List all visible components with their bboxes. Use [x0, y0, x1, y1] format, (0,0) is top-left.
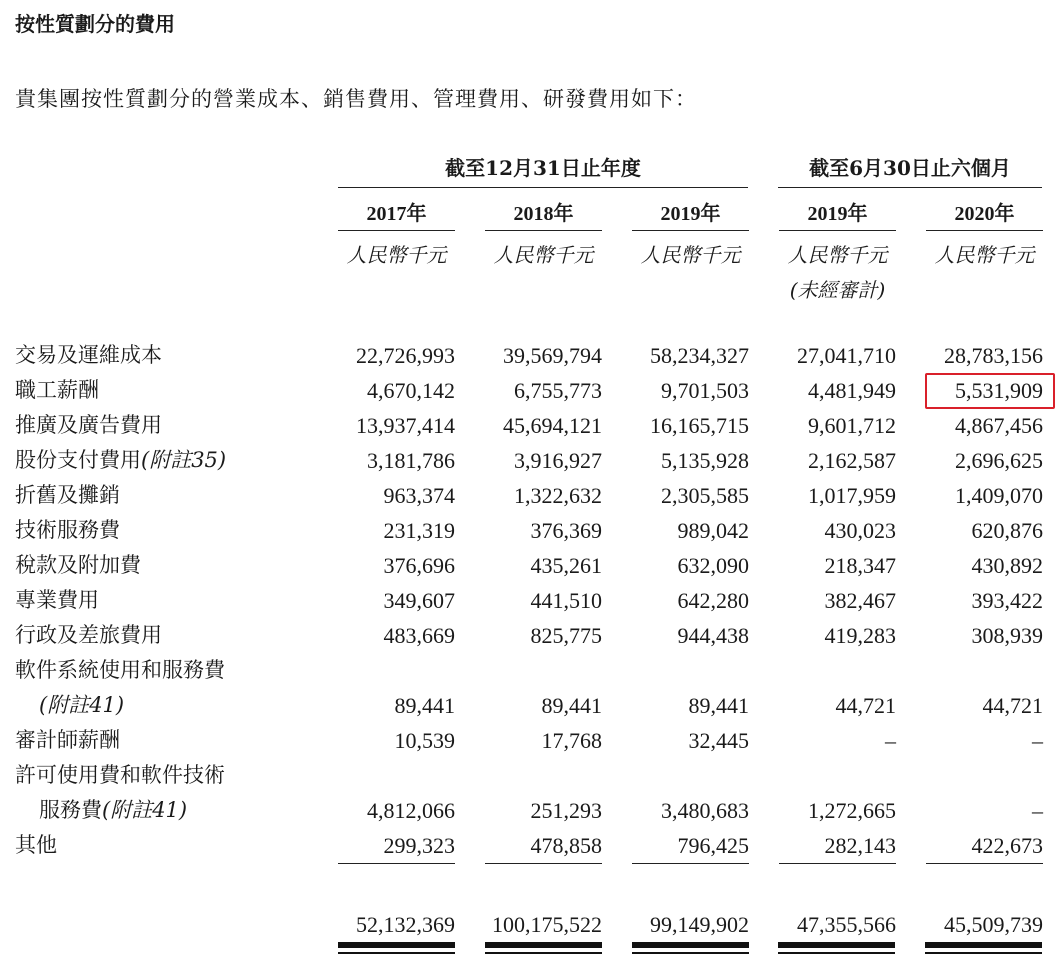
row-label	[15, 723, 308, 758]
row-label	[15, 828, 308, 864]
year-header: 2017年	[338, 197, 455, 231]
row-label	[15, 758, 308, 793]
spacer	[15, 238, 308, 308]
unit-label	[779, 238, 896, 308]
cell-value: 218,347	[824, 553, 896, 578]
cell-value: 2,696,625	[955, 448, 1043, 473]
double-underline	[338, 942, 455, 948]
double-underline	[778, 942, 895, 948]
cell-value: 6,755,773	[514, 378, 602, 403]
table-row	[15, 618, 1043, 653]
row-label-text: 推廣及廣告費用	[15, 413, 162, 437]
group-header-half-year: 截至6月30日止六個月	[778, 152, 1042, 188]
section-title: 按性質劃分的費用	[15, 12, 175, 36]
row-label-text: 行政及差旅費用	[15, 623, 162, 647]
cell-value	[779, 758, 896, 793]
cell-value: 44,721	[835, 693, 896, 718]
row-label	[15, 618, 308, 653]
cell-value: 22,726,993	[356, 343, 455, 368]
cell-value: 3,916,927	[514, 448, 602, 473]
cell-value: 382,467	[824, 588, 896, 613]
year-header: 2019年	[632, 197, 749, 231]
total-value: 45,509,739	[944, 912, 1043, 937]
cell-value: 5,531,909	[955, 378, 1043, 403]
cell-value: 430,023	[824, 518, 896, 543]
total-value: 100,175,522	[492, 912, 602, 937]
table-row	[15, 758, 1043, 793]
double-underline	[632, 942, 749, 948]
unaudited-label: (未經審計)	[789, 278, 886, 302]
cell-value: 39,569,794	[503, 343, 602, 368]
table-row	[15, 653, 1043, 688]
table-row	[15, 338, 1043, 373]
cell-value: 89,441	[688, 693, 749, 718]
cell-value: 1,017,959	[808, 483, 896, 508]
cell-value: 10,539	[394, 728, 455, 753]
cell-value: 282,143	[779, 828, 896, 864]
cell-value: 2,162,587	[808, 448, 896, 473]
total-value: 99,149,902	[650, 912, 749, 937]
cell-value: 478,858	[485, 828, 602, 864]
cell-value: 376,369	[530, 518, 602, 543]
row-label	[15, 793, 308, 828]
cell-value: 393,422	[971, 588, 1043, 613]
row-label-text: 許可使用費和軟件技術	[15, 763, 225, 787]
table-row	[15, 688, 1043, 723]
unit-label: 人民幣千元	[640, 243, 741, 267]
note-reference: (附註35)	[141, 448, 227, 472]
highlight-box	[925, 373, 1055, 409]
cell-value: 17,768	[541, 728, 602, 753]
cell-value: 251,293	[530, 798, 602, 823]
row-label	[15, 478, 308, 513]
double-underline	[485, 942, 602, 948]
unit-label: 人民幣千元	[934, 243, 1035, 267]
cell-value: 422,673	[926, 828, 1043, 864]
cell-value: 28,783,156	[944, 343, 1043, 368]
cell-value: 1,409,070	[955, 483, 1043, 508]
cell-value: 44,721	[982, 693, 1043, 718]
cell-value: 4,812,066	[367, 798, 455, 823]
cell-value: 58,234,327	[650, 343, 749, 368]
cell-value: 419,283	[824, 623, 896, 648]
year-header-row	[15, 197, 1043, 231]
cell-value	[338, 653, 455, 688]
cell-value: 32,445	[688, 728, 749, 753]
row-label	[15, 688, 308, 723]
cell-value: 13,937,414	[356, 413, 455, 438]
table-row	[15, 723, 1043, 758]
cell-value	[485, 758, 602, 793]
row-label-text: 專業費用	[15, 588, 99, 612]
cell-value: 963,374	[383, 483, 455, 508]
row-label-text: 職工薪酬	[15, 378, 99, 402]
table-row	[15, 548, 1043, 583]
cell-value: 989,042	[677, 518, 749, 543]
cell-value: –	[885, 728, 896, 753]
cell-value: 5,135,928	[661, 448, 749, 473]
total-value: 52,132,369	[356, 912, 455, 937]
row-label	[15, 443, 308, 478]
unit-label: 人民幣千元	[346, 243, 447, 267]
row-label-text: 軟件系統使用和服務費	[15, 658, 225, 682]
cell-value	[632, 653, 749, 688]
cell-value: 299,323	[338, 828, 455, 864]
row-label-text: 服務費	[39, 798, 102, 822]
spacer	[15, 907, 308, 942]
row-label	[15, 338, 308, 373]
cell-value: 1,272,665	[808, 798, 896, 823]
table-row	[15, 583, 1043, 618]
table-row	[15, 513, 1043, 548]
row-label-text: 審計師薪酬	[15, 728, 120, 752]
year-header: 2019年	[779, 197, 896, 231]
row-label	[15, 653, 308, 688]
cell-value: 435,261	[530, 553, 602, 578]
cell-value: 430,892	[971, 553, 1043, 578]
row-label-text: 技術服務費	[15, 518, 120, 542]
cell-value	[926, 758, 1043, 793]
row-label	[15, 513, 308, 548]
cell-value	[485, 653, 602, 688]
year-header: 2020年	[926, 197, 1043, 231]
row-label	[15, 583, 308, 618]
cell-value	[926, 653, 1043, 688]
row-label-text: 折舊及攤銷	[15, 483, 120, 507]
row-label	[15, 548, 308, 583]
row-label-text: 股份支付費用	[15, 448, 141, 472]
note-reference: (附註41)	[102, 798, 188, 822]
cell-value: –	[1032, 728, 1043, 753]
cell-value: 642,280	[677, 588, 749, 613]
table-row	[15, 373, 1043, 408]
cell-value: 45,694,121	[503, 413, 602, 438]
row-label-text: 稅款及附加費	[15, 553, 141, 577]
table-row	[15, 793, 1043, 828]
cell-value: 632,090	[677, 553, 749, 578]
unit-header-row	[15, 238, 1043, 308]
cell-value: 1,322,632	[514, 483, 602, 508]
row-label-text: 其他	[15, 833, 57, 857]
cell-value: 4,670,142	[367, 378, 455, 403]
cell-value	[632, 758, 749, 793]
cell-value: 9,701,503	[661, 378, 749, 403]
cell-value: 376,696	[383, 553, 455, 578]
cell-value: 441,510	[530, 588, 602, 613]
cell-value: 4,481,949	[808, 378, 896, 403]
cell-value: 349,607	[383, 588, 455, 613]
cell-value: 4,867,456	[955, 413, 1043, 438]
spacer	[15, 197, 308, 231]
row-label-text: 交易及運維成本	[15, 343, 162, 367]
note-reference: (附註41)	[39, 693, 125, 717]
cell-value: 16,165,715	[650, 413, 749, 438]
cell-value: 944,438	[677, 623, 749, 648]
cell-value: 27,041,710	[797, 343, 896, 368]
unit-text: 人民幣千元	[787, 243, 888, 267]
cell-value: 89,441	[541, 693, 602, 718]
cell-value: 89,441	[394, 693, 455, 718]
double-underline	[925, 942, 1042, 948]
intro-text: 貴集團按性質劃分的營業成本、銷售費用、管理費用、研發費用如下：	[15, 87, 697, 111]
table-row	[15, 408, 1043, 443]
year-header: 2018年	[485, 197, 602, 231]
unit-label: 人民幣千元	[493, 243, 594, 267]
cell-value: 796,425	[632, 828, 749, 864]
table-row	[15, 828, 1043, 863]
cell-value: 231,319	[383, 518, 455, 543]
cell-value: 3,480,683	[661, 798, 749, 823]
table-row	[15, 478, 1043, 513]
total-value: 47,355,566	[797, 912, 896, 937]
row-label	[15, 408, 308, 443]
total-row	[15, 907, 1043, 942]
cell-value: 620,876	[971, 518, 1043, 543]
cell-value: 2,305,585	[661, 483, 749, 508]
cell-value: –	[1032, 798, 1043, 823]
cell-value	[338, 758, 455, 793]
cell-value	[779, 653, 896, 688]
cell-value: 3,181,786	[367, 448, 455, 473]
cell-value: 9,601,712	[808, 413, 896, 438]
row-label	[15, 373, 308, 408]
cell-value: 483,669	[383, 623, 455, 648]
cell-value: 825,775	[530, 623, 602, 648]
cell-value: 308,939	[971, 623, 1043, 648]
group-header-annual: 截至12月31日止年度	[338, 152, 748, 188]
table-row	[15, 443, 1043, 478]
